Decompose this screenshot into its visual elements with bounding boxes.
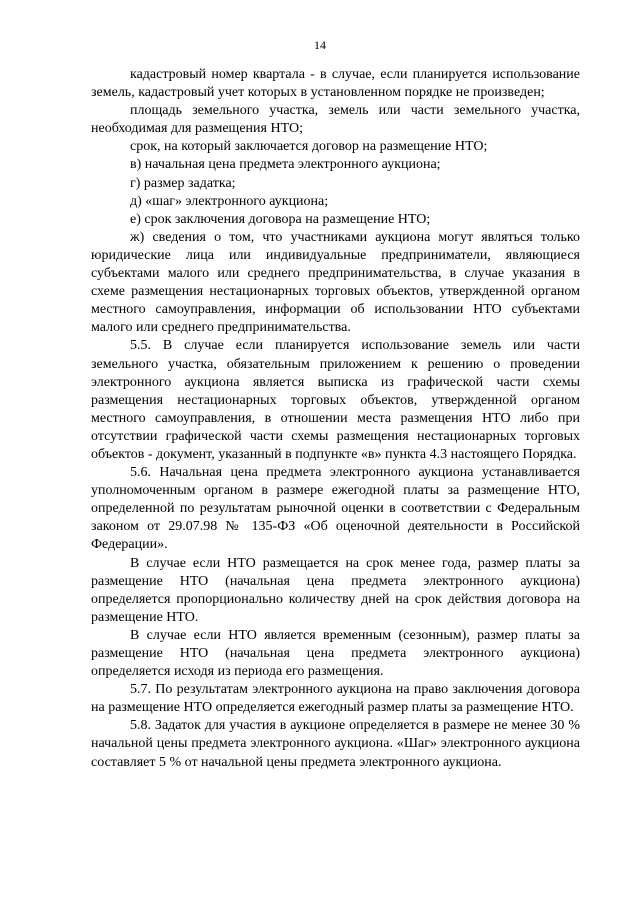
- paragraph-5-5: 5.5. В случае если планируется использование земель или части земельного участка, обязательным приложением к решению о проведении электронного аукциона является выписка из графической части схемы размещения нестационарных торговых объектов, утвержденной органом местного самоуправления, в отношении места размещения НТО либо при отсутствии графической части схемы размещения нестационарных торговых объектов - документ, указанный в подпункте «в» пункта 4.3 настоящего Порядка.: [91, 338, 580, 462]
- paragraph-item-v: в) начальная цена предмета электронного аукциона;: [130, 157, 441, 173]
- paragraph-item-e: е) срок заключения договора на размещение НТО;: [130, 211, 431, 227]
- paragraph-short-term: В случае если НТО размещается на срок менее года, размер платы за размещение НТО (начальная цена предмета электронного аукциона) определяется пропорционально количеству дней на срок действия договора на размещение НТО.: [91, 555, 580, 625]
- document-body: [91, 66, 580, 772]
- paragraph-item-d: д) «шаг» электронного аукциона;: [130, 193, 329, 209]
- paragraph-cadastral-number: кадастровый номер квартала - в случае, если планируется использование земель, кадастровый учет которых в установленном порядке не произведен;: [91, 67, 580, 101]
- paragraph-item-zh: ж) сведения о том, что участниками аукциона могут являться только юридические лица или индивидуальные предприниматели, являющиеся субъектами малого или среднего предпринимательства, в случае указания в схеме размещения нестационарных торговых объектов, утвержденной органом местного самоуправления, информации об использовании НТО субъектами малого или среднего предпринимательства.: [91, 229, 580, 336]
- paragraph-contract-term: срок, на который заключается договор на размещение НТО;: [130, 139, 488, 155]
- paragraph-seasonal: В случае если НТО является временным (сезонным), размер платы за размещение НТО (начальная цена предмета электронного аукциона) определяется исходя из периода его размещения.: [91, 627, 580, 680]
- paragraph-5-7: 5.7. По результатам электронного аукциона на право заключения договора на размещение НТО определяется ежегодный размер платы за размещение НТО.: [91, 682, 580, 716]
- paragraph-5-6: 5.6. Начальная цена предмета электронного аукциона устанавливается уполномоченным органом в размере ежегодной платы за размещение НТО, определенной по результатам рыночной оценки в соответствии с Федеральным законом от 29.07.98 № 135-ФЗ «Об оценочной деятельности в Российской Федерации».: [91, 465, 580, 553]
- paragraph-5-8: 5.8. Задаток для участия в аукционе определяется в размере не менее 30 % начальной цены предмета электронного аукциона. «Шаг» электронного аукциона составляет 5 % от начальной цены предмета электронного аукциона.: [91, 718, 580, 770]
- paragraph-item-g: г) размер задатка;: [130, 175, 236, 191]
- page-number: 14: [314, 38, 326, 52]
- paragraph-land-area: площадь земельного участка, земель или части земельного участка, необходимая для размещения НТО;: [91, 103, 580, 137]
